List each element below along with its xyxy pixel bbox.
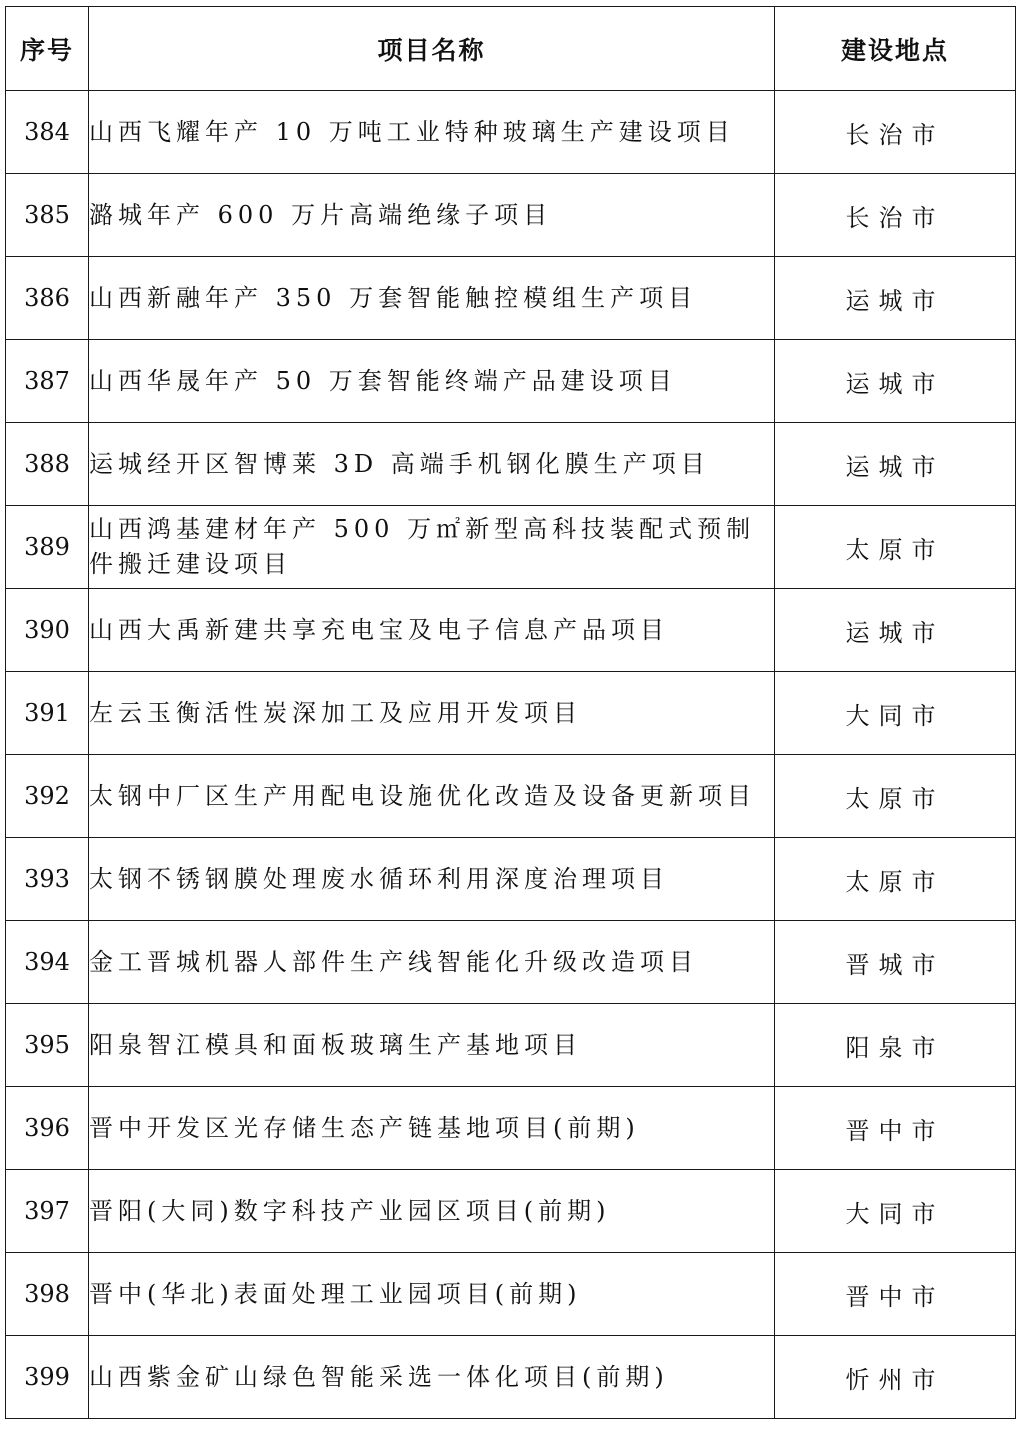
project-name: 山西飞耀年产 10 万吨工业特种玻璃生产建设项目: [89, 91, 775, 174]
header-name: 项目名称: [89, 7, 775, 91]
row-number: 390: [6, 589, 89, 672]
table-row: [6, 423, 1016, 506]
header-no: 序号: [6, 7, 89, 91]
row-number: 393: [6, 838, 89, 921]
table-row: [6, 672, 1016, 755]
row-number: 396: [6, 1087, 89, 1170]
project-name: 潞城年产 600 万片高端绝缘子项目: [89, 174, 775, 257]
table-row: [6, 1336, 1016, 1419]
row-number: 384: [6, 91, 89, 174]
project-name: 山西华晟年产 50 万套智能终端产品建设项目: [89, 340, 775, 423]
row-number: 385: [6, 174, 89, 257]
row-number: 389: [6, 506, 89, 589]
header-row: [6, 7, 1016, 91]
project-location: 晋中市: [775, 1087, 1016, 1170]
project-name: 太钢中厂区生产用配电设施优化改造及设备更新项目: [89, 755, 775, 838]
project-location: 运城市: [775, 423, 1016, 506]
table-row: [6, 1253, 1016, 1336]
project-location: 太原市: [775, 506, 1016, 589]
project-name: 山西新融年产 350 万套智能触控模组生产项目: [89, 257, 775, 340]
project-location: 运城市: [775, 257, 1016, 340]
project-location: 长治市: [775, 174, 1016, 257]
project-name: 山西鸿基建材年产 500 万㎡新型高科技装配式预制件搬迁建设项目: [89, 506, 775, 589]
row-number: 399: [6, 1336, 89, 1419]
table-row: [6, 1087, 1016, 1170]
table-row: [6, 1004, 1016, 1087]
row-number: 388: [6, 423, 89, 506]
table-row: [6, 838, 1016, 921]
row-number: 398: [6, 1253, 89, 1336]
table-row: [6, 257, 1016, 340]
header-location: 建设地点: [775, 7, 1016, 91]
row-number: 386: [6, 257, 89, 340]
project-name: 运城经开区智博莱 3D 高端手机钢化膜生产项目: [89, 423, 775, 506]
project-location: 长治市: [775, 91, 1016, 174]
project-location: 运城市: [775, 589, 1016, 672]
project-location: 晋城市: [775, 921, 1016, 1004]
table-row: [6, 755, 1016, 838]
table-row: [6, 91, 1016, 174]
project-name: 阳泉智江模具和面板玻璃生产基地项目: [89, 1004, 775, 1087]
row-number: 391: [6, 672, 89, 755]
table-body: [6, 91, 1016, 1419]
table-row: [6, 589, 1016, 672]
project-location: 太原市: [775, 838, 1016, 921]
project-location: 忻州市: [775, 1336, 1016, 1419]
project-name: 晋中(华北)表面处理工业园项目(前期): [89, 1253, 775, 1336]
table-row: [6, 340, 1016, 423]
row-number: 394: [6, 921, 89, 1004]
row-number: 395: [6, 1004, 89, 1087]
project-location: 运城市: [775, 340, 1016, 423]
project-location: 晋中市: [775, 1253, 1016, 1336]
row-number: 387: [6, 340, 89, 423]
project-location: 大同市: [775, 1170, 1016, 1253]
project-name: 金工晋城机器人部件生产线智能化升级改造项目: [89, 921, 775, 1004]
project-name: 左云玉衡活性炭深加工及应用开发项目: [89, 672, 775, 755]
table-header: [6, 7, 1016, 91]
table-row: [6, 921, 1016, 1004]
table-row: [6, 1170, 1016, 1253]
project-location: 大同市: [775, 672, 1016, 755]
table-row: [6, 506, 1016, 589]
table-row: [6, 174, 1016, 257]
project-name: 太钢不锈钢膜处理废水循环利用深度治理项目: [89, 838, 775, 921]
project-table: [5, 6, 1016, 1419]
project-name: 晋阳(大同)数字科技产业园区项目(前期): [89, 1170, 775, 1253]
project-name: 山西紫金矿山绿色智能采选一体化项目(前期): [89, 1336, 775, 1419]
project-location: 阳泉市: [775, 1004, 1016, 1087]
project-name: 山西大禹新建共享充电宝及电子信息产品项目: [89, 589, 775, 672]
row-number: 392: [6, 755, 89, 838]
project-name: 晋中开发区光存储生态产链基地项目(前期): [89, 1087, 775, 1170]
row-number: 397: [6, 1170, 89, 1253]
project-location: 太原市: [775, 755, 1016, 838]
